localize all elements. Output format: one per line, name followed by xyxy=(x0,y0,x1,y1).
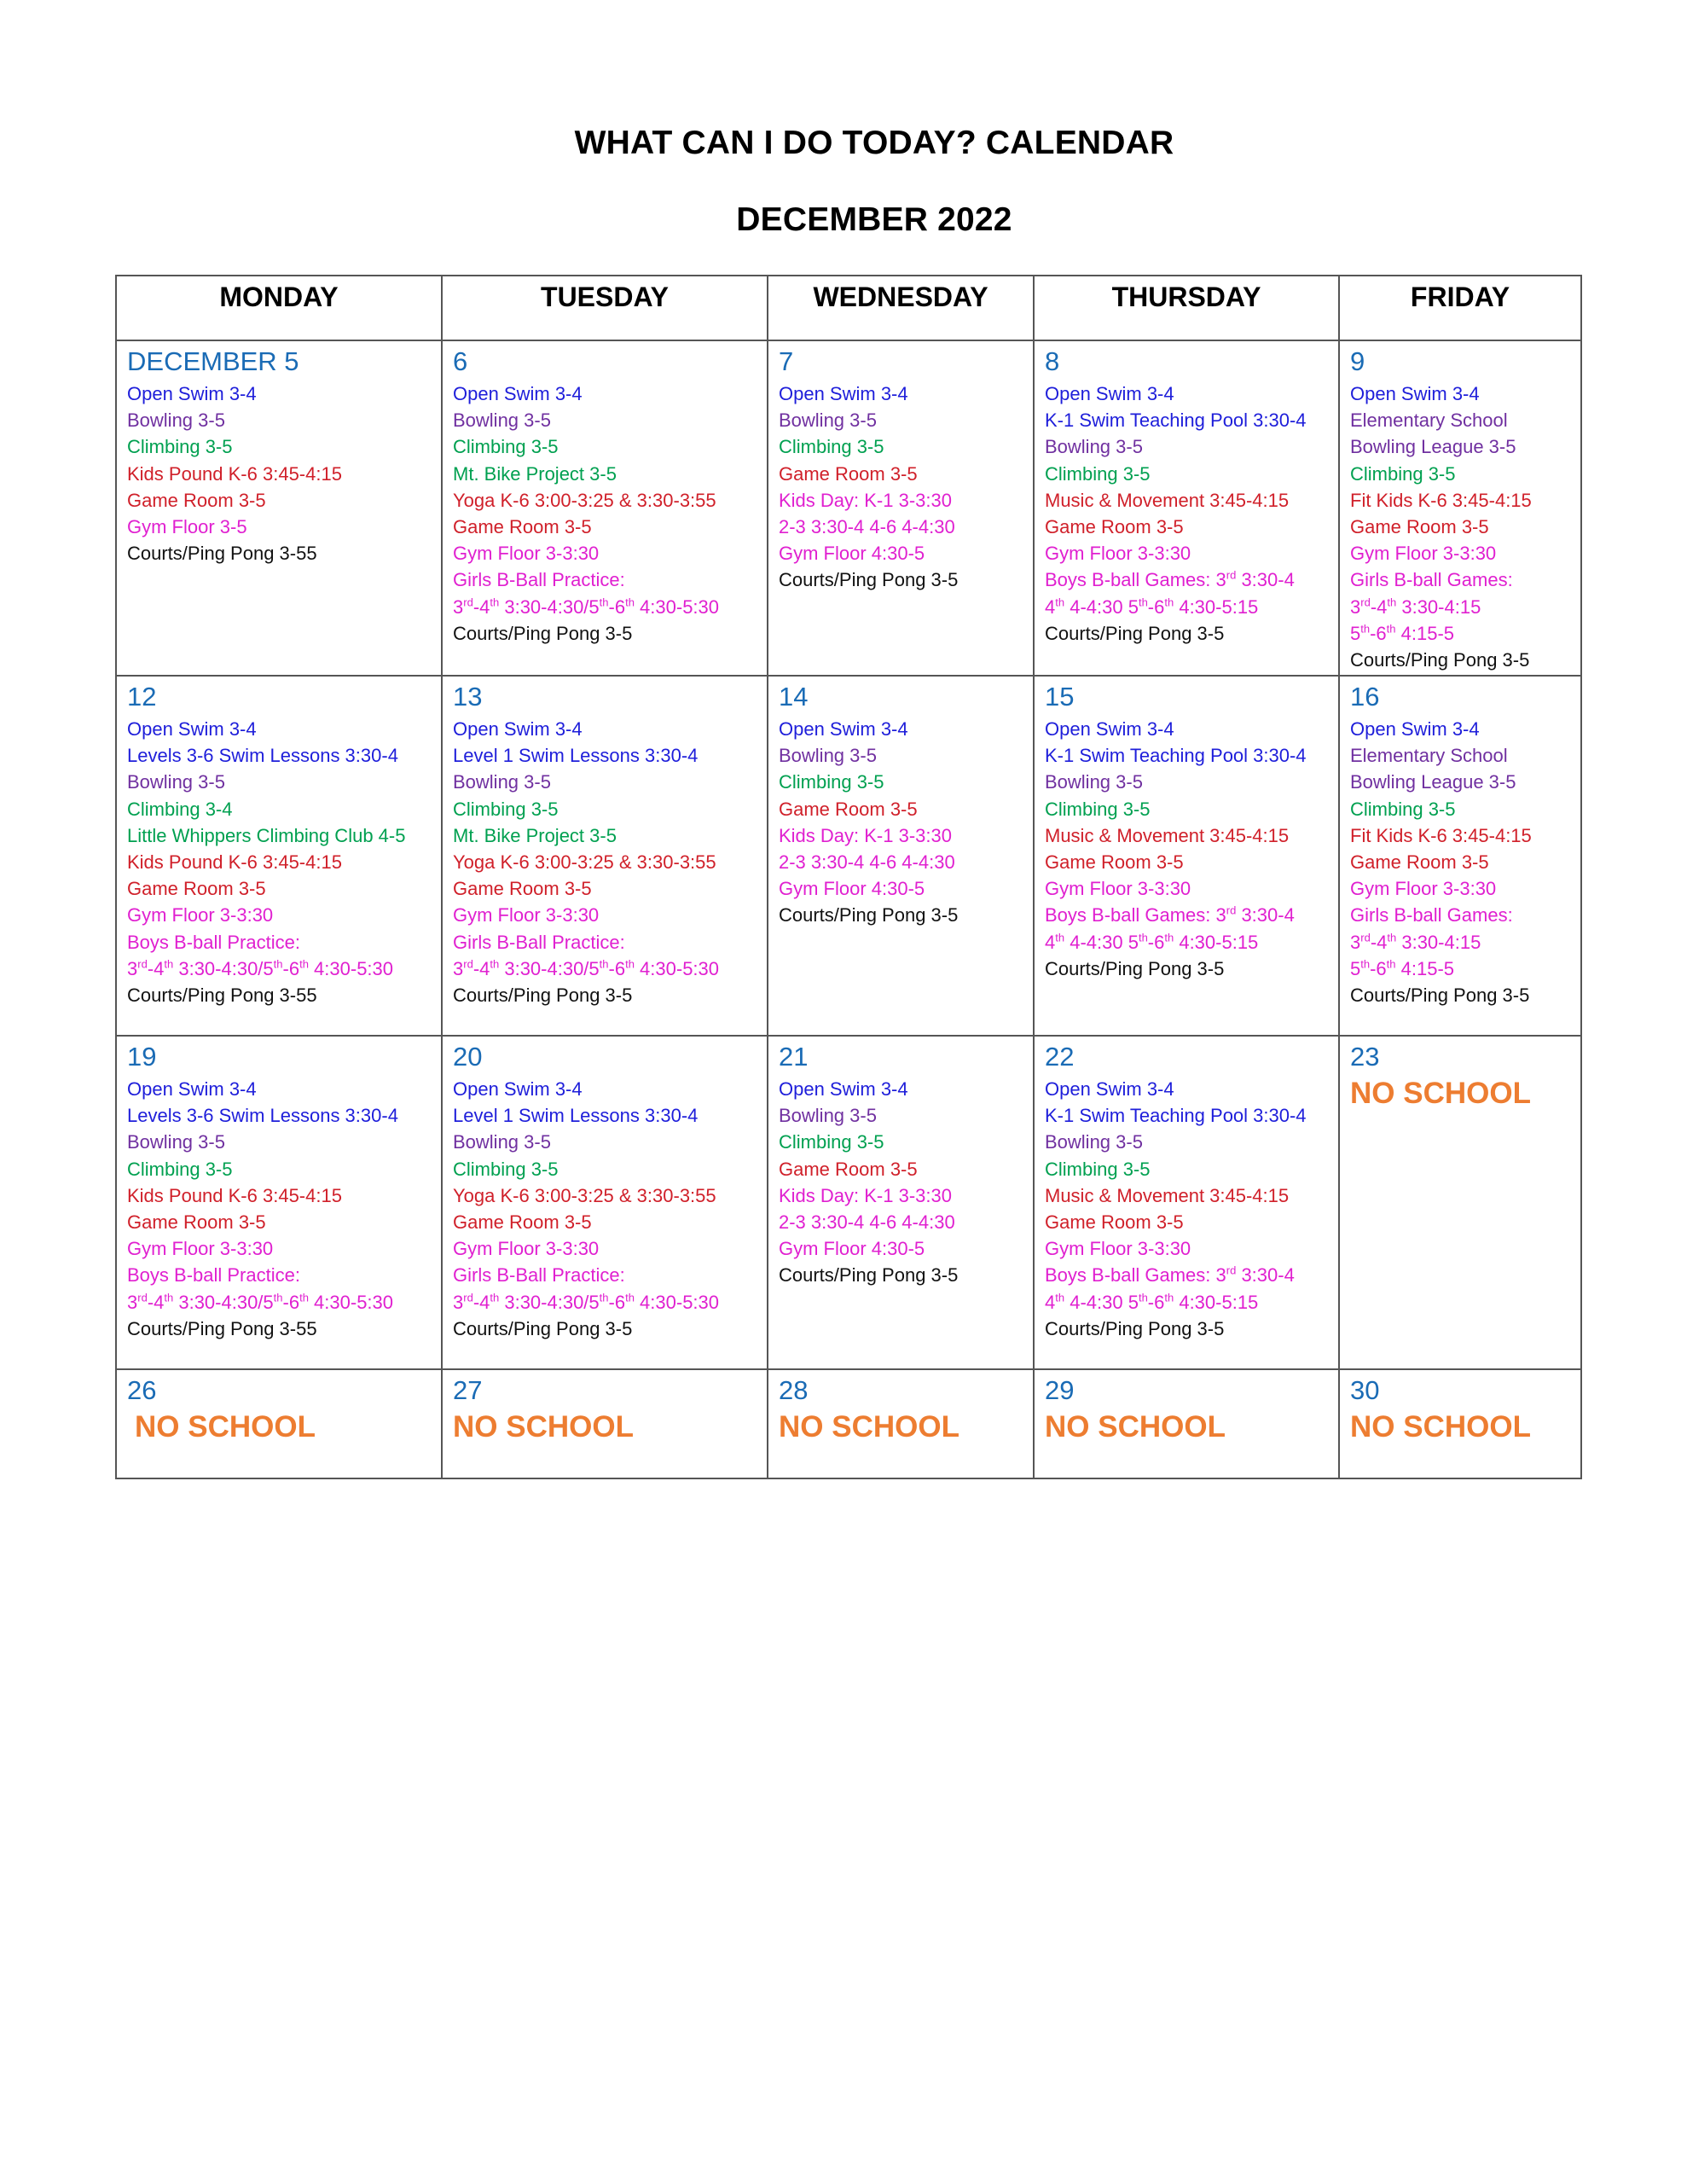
day-cell-wednesday xyxy=(768,676,1034,1036)
day-number: 23 xyxy=(1350,1042,1380,1072)
event-item: Courts/Ping Pong 3-55 xyxy=(127,985,317,1007)
day-cell-monday xyxy=(116,676,442,1036)
event-item: Music & Movement 3:45-4:15 xyxy=(1045,1184,1290,1206)
event-item: Levels 3-6 Swim Lessons 3:30-4 xyxy=(127,745,398,767)
calendar-week-row xyxy=(116,340,1581,676)
event-item: Open Swim 3-4 xyxy=(127,383,257,404)
event-item: 3rd-4th 3:30-4:30/5th-6th 4:30-5:30 xyxy=(453,957,720,979)
event-item: Bowling 3-5 xyxy=(1045,436,1143,458)
event-item: Open Swim 3-4 xyxy=(779,383,908,404)
event-item: Open Swim 3-4 xyxy=(1350,383,1480,404)
event-item: Gym Floor 3-3:30 xyxy=(1045,543,1191,565)
event-item: Bowling 3-5 xyxy=(779,1105,877,1127)
no-school-label: NO SCHOOL xyxy=(135,1410,316,1443)
event-item: Bowling 3-5 xyxy=(1045,771,1143,793)
event-item: Climbing 3-4 xyxy=(127,798,233,820)
event-item: Courts/Ping Pong 3-5 xyxy=(453,985,633,1007)
event-item: Gym Floor 3-3:30 xyxy=(127,904,274,926)
event-item: Bowling 3-5 xyxy=(127,771,225,793)
event-item: Open Swim 3-4 xyxy=(1045,1078,1174,1100)
event-item: Music & Movement 3:45-4:15 xyxy=(1045,489,1290,511)
event-item: Gym Floor 3-3:30 xyxy=(1350,878,1497,900)
calendar-month: DECEMBER 2022 xyxy=(736,201,1012,238)
event-item: 2-3 3:30-4 4-6 4-4:30 xyxy=(779,516,955,538)
event-item: Courts/Ping Pong 3-5 xyxy=(1045,622,1225,644)
day-number: 20 xyxy=(453,1042,483,1072)
day-cell-friday xyxy=(1339,340,1581,676)
day-cell-monday xyxy=(116,1036,442,1369)
day-number: 28 xyxy=(779,1375,809,1405)
event-item: Kids Pound K-6 3:45-4:15 xyxy=(127,462,342,485)
event-item: Bowling 3-5 xyxy=(127,1131,225,1153)
event-item: K-1 Swim Teaching Pool 3:30-4 xyxy=(1045,1105,1307,1127)
no-school-label: NO SCHOOL xyxy=(1045,1410,1226,1443)
event-item: Bowling League 3-5 xyxy=(1350,771,1516,793)
event-item: Open Swim 3-4 xyxy=(453,718,583,740)
day-cell-wednesday xyxy=(768,340,1034,676)
event-item: Gym Floor 3-3:30 xyxy=(1045,878,1191,900)
day-number: 9 xyxy=(1350,346,1365,376)
event-item: 3rd-4th 3:30-4:15 xyxy=(1350,931,1481,953)
event-item: Kids Pound K-6 3:45-4:15 xyxy=(127,1184,342,1206)
day-number: 26 xyxy=(127,1375,157,1405)
event-item: Boys B-ball Games: 3rd 3:30-4 xyxy=(1045,1264,1295,1287)
event-item: Courts/Ping Pong 3-5 xyxy=(1045,1317,1225,1339)
event-item: Climbing 3-5 xyxy=(779,771,884,793)
day-number: 30 xyxy=(1350,1375,1380,1405)
event-item: Gym Floor 3-3:30 xyxy=(1350,543,1497,565)
day-number: 7 xyxy=(779,346,794,376)
event-item: Girls B-Ball Practice: xyxy=(453,569,625,591)
day-number: 13 xyxy=(453,682,483,712)
event-item: Courts/Ping Pong 3-5 xyxy=(453,1317,633,1339)
event-item: Gym Floor 3-3:30 xyxy=(453,1238,600,1260)
event-item: Mt. Bike Project 3-5 xyxy=(453,462,617,485)
event-item: Kids Day: K-1 3-3:30 xyxy=(779,824,952,846)
event-item: Climbing 3-5 xyxy=(779,1131,884,1153)
event-item: Boys B-ball Games: 3rd 3:30-4 xyxy=(1045,569,1295,591)
event-item: Kids Pound K-6 3:45-4:15 xyxy=(127,851,342,874)
event-item: Yoga K-6 3:00-3:25 & 3:30-3:55 xyxy=(453,1184,716,1206)
calendar-title: WHAT CAN I DO TODAY? CALENDAR xyxy=(574,125,1174,161)
event-item: Gym Floor 3-3:30 xyxy=(453,543,600,565)
event-item: Game Room 3-5 xyxy=(1045,516,1184,538)
day-cell-thursday xyxy=(1034,1036,1339,1369)
event-item: Climbing 3-5 xyxy=(1045,1158,1151,1180)
event-item: Elementary School xyxy=(1350,410,1508,432)
event-item: Bowling 3-5 xyxy=(779,410,877,432)
event-item: Bowling 3-5 xyxy=(127,410,225,432)
day-cell-tuesday xyxy=(442,340,768,676)
day-cell-tuesday xyxy=(442,676,768,1036)
day-cell-thursday xyxy=(1034,1369,1339,1478)
event-item: Courts/Ping Pong 3-5 xyxy=(779,1264,959,1287)
event-item: Yoga K-6 3:00-3:25 & 3:30-3:55 xyxy=(453,851,716,874)
event-item: Kids Day: K-1 3-3:30 xyxy=(779,489,952,511)
header-wednesday: WEDNESDAY xyxy=(768,276,1034,340)
day-number: 12 xyxy=(127,682,157,712)
event-item: Girls B-Ball Practice: xyxy=(453,931,625,953)
event-item: Climbing 3-5 xyxy=(453,798,559,820)
event-item: Open Swim 3-4 xyxy=(1045,383,1174,404)
event-item: Climbing 3-5 xyxy=(779,436,884,458)
event-item: Game Room 3-5 xyxy=(127,1211,266,1234)
event-item: Game Room 3-5 xyxy=(127,489,266,511)
event-item: Open Swim 3-4 xyxy=(1350,718,1480,740)
event-item: Girls B-ball Games: xyxy=(1350,569,1513,591)
event-item: Courts/Ping Pong 3-55 xyxy=(127,1317,317,1339)
event-item: 4th 4-4:30 5th-6th 4:30-5:15 xyxy=(1045,1291,1259,1313)
day-number: 22 xyxy=(1045,1042,1075,1072)
event-item: Gym Floor 3-3:30 xyxy=(127,1238,274,1260)
event-item: 4th 4-4:30 5th-6th 4:30-5:15 xyxy=(1045,595,1259,618)
day-cell-monday xyxy=(116,1369,442,1478)
event-item: Bowling 3-5 xyxy=(453,771,551,793)
event-item: Climbing 3-5 xyxy=(127,1158,233,1180)
day-number: 16 xyxy=(1350,682,1380,712)
day-cell-thursday xyxy=(1034,340,1339,676)
event-item: Gym Floor 4:30-5 xyxy=(779,878,925,900)
event-item: Yoga K-6 3:00-3:25 & 3:30-3:55 xyxy=(453,489,716,511)
event-item: 3rd-4th 3:30-4:30/5th-6th 4:30-5:30 xyxy=(127,1291,394,1313)
weekday-header-row xyxy=(116,276,1581,340)
event-item: Game Room 3-5 xyxy=(1045,851,1184,874)
event-item: Level 1 Swim Lessons 3:30-4 xyxy=(453,1105,699,1127)
event-item: Gym Floor 4:30-5 xyxy=(779,543,925,565)
event-item: Levels 3-6 Swim Lessons 3:30-4 xyxy=(127,1105,398,1127)
event-item: K-1 Swim Teaching Pool 3:30-4 xyxy=(1045,745,1307,767)
event-item: 3rd-4th 3:30-4:30/5th-6th 4:30-5:30 xyxy=(453,595,720,618)
event-item: Courts/Ping Pong 3-55 xyxy=(127,543,317,565)
event-item: Game Room 3-5 xyxy=(1350,851,1489,874)
event-item: 4th 4-4:30 5th-6th 4:30-5:15 xyxy=(1045,931,1259,953)
day-cell-friday xyxy=(1339,676,1581,1036)
event-item: Game Room 3-5 xyxy=(1350,516,1489,538)
day-cell-tuesday xyxy=(442,1369,768,1478)
no-school-label: NO SCHOOL xyxy=(1350,1410,1531,1443)
event-item: Open Swim 3-4 xyxy=(127,718,257,740)
event-item: Game Room 3-5 xyxy=(453,516,592,538)
event-item: 3rd-4th 3:30-4:15 xyxy=(1350,595,1481,618)
event-item: Climbing 3-5 xyxy=(1045,798,1151,820)
event-item: Game Room 3-5 xyxy=(779,462,918,485)
day-cell-friday xyxy=(1339,1036,1581,1369)
event-item: Open Swim 3-4 xyxy=(779,1078,908,1100)
event-item: Boys B-ball Practice: xyxy=(127,1264,300,1287)
event-item: Open Swim 3-4 xyxy=(779,718,908,740)
event-item: Game Room 3-5 xyxy=(779,1158,918,1180)
no-school-label: NO SCHOOL xyxy=(453,1410,634,1443)
event-item: Bowling 3-5 xyxy=(453,1131,551,1153)
event-item: Gym Floor 3-3:30 xyxy=(1045,1238,1191,1260)
day-number: 15 xyxy=(1045,682,1075,712)
day-number: 29 xyxy=(1045,1375,1075,1405)
event-item: 3rd-4th 3:30-4:30/5th-6th 4:30-5:30 xyxy=(453,1291,720,1313)
event-item: Gym Floor 3-5 xyxy=(127,516,247,538)
event-item: Boys B-ball Practice: xyxy=(127,931,300,953)
day-number: 19 xyxy=(127,1042,157,1072)
event-item: Open Swim 3-4 xyxy=(127,1078,257,1100)
event-item: Open Swim 3-4 xyxy=(453,383,583,404)
day-cell-wednesday xyxy=(768,1036,1034,1369)
event-item: Kids Day: K-1 3-3:30 xyxy=(779,1184,952,1206)
event-item: Climbing 3-5 xyxy=(453,1158,559,1180)
event-item: Open Swim 3-4 xyxy=(1045,718,1174,740)
event-item: Climbing 3-5 xyxy=(1350,798,1456,820)
day-cell-monday xyxy=(116,340,442,676)
day-cell-wednesday xyxy=(768,1369,1034,1478)
calendar-week-row xyxy=(116,1369,1581,1478)
day-number: 8 xyxy=(1045,346,1060,376)
event-item: Game Room 3-5 xyxy=(127,878,266,900)
event-item: Courts/Ping Pong 3-5 xyxy=(779,904,959,926)
event-item: Gym Floor 4:30-5 xyxy=(779,1238,925,1260)
event-item: Bowling 3-5 xyxy=(453,410,551,432)
event-item: Climbing 3-5 xyxy=(127,436,233,458)
event-item: Game Room 3-5 xyxy=(453,1211,592,1234)
event-item: Climbing 3-5 xyxy=(453,436,559,458)
event-item: Courts/Ping Pong 3-5 xyxy=(779,569,959,591)
no-school-label: NO SCHOOL xyxy=(779,1410,959,1443)
day-number: 14 xyxy=(779,682,809,712)
event-item: Game Room 3-5 xyxy=(1045,1211,1184,1234)
event-item: Gym Floor 3-3:30 xyxy=(453,904,600,926)
event-item: Girls B-ball Games: xyxy=(1350,904,1513,926)
event-item: Game Room 3-5 xyxy=(453,878,592,900)
calendar-table xyxy=(115,275,1582,1479)
header-friday: FRIDAY xyxy=(1339,276,1581,340)
event-item: 5th-6th 4:15-5 xyxy=(1350,957,1455,979)
header-thursday: THURSDAY xyxy=(1034,276,1339,340)
event-item: Little Whippers Climbing Club 4-5 xyxy=(127,824,406,846)
event-item: Courts/Ping Pong 3-5 xyxy=(1045,957,1225,979)
no-school-label: NO SCHOOL xyxy=(1350,1077,1531,1110)
day-cell-friday xyxy=(1339,1369,1581,1478)
event-item: K-1 Swim Teaching Pool 3:30-4 xyxy=(1045,410,1307,432)
header-monday: MONDAY xyxy=(116,276,442,340)
calendar-week-row xyxy=(116,1036,1581,1369)
event-item: 2-3 3:30-4 4-6 4-4:30 xyxy=(779,1211,955,1234)
event-item: Bowling 3-5 xyxy=(779,745,877,767)
event-item: Game Room 3-5 xyxy=(779,798,918,820)
event-item: Climbing 3-5 xyxy=(1045,462,1151,485)
day-cell-tuesday xyxy=(442,1036,768,1369)
event-item: Courts/Ping Pong 3-5 xyxy=(1350,985,1530,1007)
event-item: Boys B-ball Games: 3rd 3:30-4 xyxy=(1045,904,1295,926)
event-item: Bowling 3-5 xyxy=(1045,1131,1143,1153)
event-item: Fit Kids K-6 3:45-4:15 xyxy=(1350,489,1532,511)
event-item: Climbing 3-5 xyxy=(1350,462,1456,485)
event-item: 2-3 3:30-4 4-6 4-4:30 xyxy=(779,851,955,874)
event-item: 3rd-4th 3:30-4:30/5th-6th 4:30-5:30 xyxy=(127,957,394,979)
day-cell-thursday xyxy=(1034,676,1339,1036)
day-number: DECEMBER 5 xyxy=(127,346,299,376)
event-item: Elementary School xyxy=(1350,745,1508,767)
event-item: Bowling League 3-5 xyxy=(1350,436,1516,458)
event-item: Level 1 Swim Lessons 3:30-4 xyxy=(453,745,699,767)
day-number: 6 xyxy=(453,346,468,376)
event-item: Courts/Ping Pong 3-5 xyxy=(453,622,633,644)
day-number: 21 xyxy=(779,1042,809,1072)
event-item: 5th-6th 4:15-5 xyxy=(1350,622,1455,644)
event-item: Courts/Ping Pong 3-5 xyxy=(1350,649,1530,671)
header-tuesday: TUESDAY xyxy=(442,276,768,340)
event-item: Open Swim 3-4 xyxy=(453,1078,583,1100)
event-item: Girls B-Ball Practice: xyxy=(453,1264,625,1287)
event-item: Mt. Bike Project 3-5 xyxy=(453,824,617,846)
event-item: Music & Movement 3:45-4:15 xyxy=(1045,824,1290,846)
event-item: Fit Kids K-6 3:45-4:15 xyxy=(1350,824,1532,846)
day-number: 27 xyxy=(453,1375,483,1405)
calendar-week-row xyxy=(116,676,1581,1036)
